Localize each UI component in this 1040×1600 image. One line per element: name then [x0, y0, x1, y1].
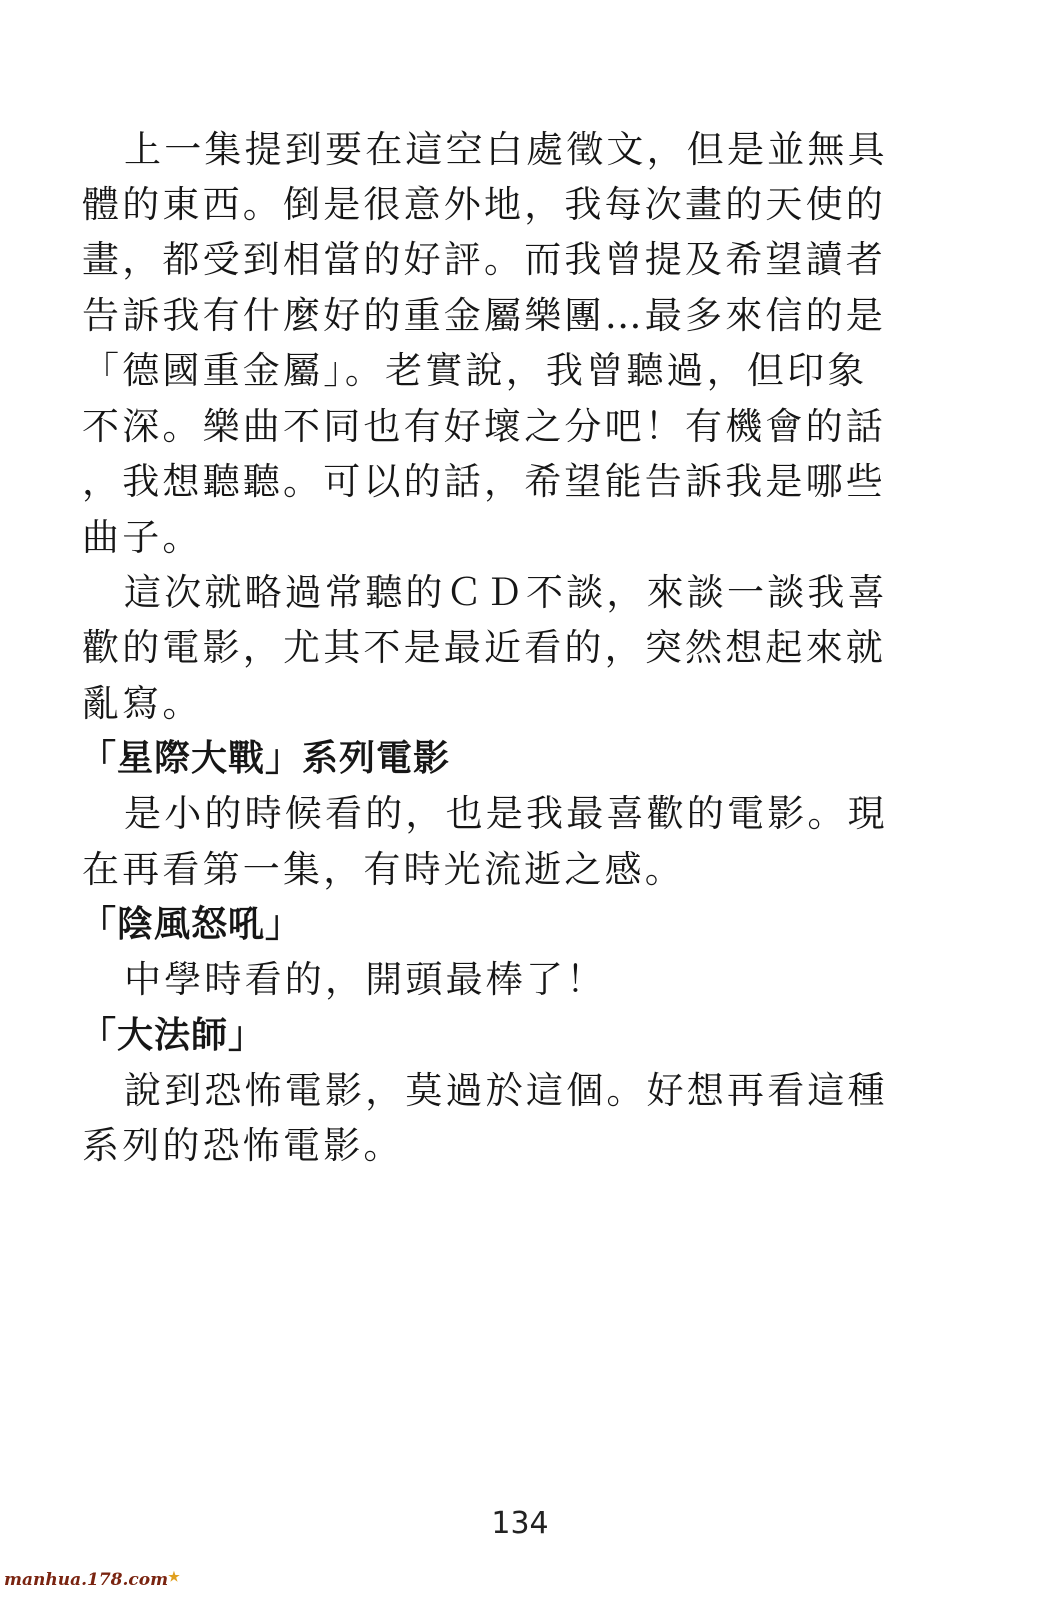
site-watermark [4, 1570, 180, 1590]
text-line: 是小的時候看的，也是我最喜歡的電影。現 [124, 792, 888, 835]
text-line: 亂寫。 [82, 682, 203, 725]
star-icon: ★ [168, 1570, 180, 1585]
watermark-text: manhua.178.com [4, 1570, 169, 1590]
text-line: 體的東西。倒是很意外地，我每次畫的天使的 [82, 183, 886, 226]
movie-title: 「大法師」 [80, 1015, 266, 1056]
text-line: 這次就略過常聽的ＣＤ不談，來談一談我喜 [124, 571, 888, 614]
text-line: 在再看第一集，有時光流逝之感。 [82, 848, 685, 891]
text-line: 上一集提到要在這空白處徵文，但是並無具 [124, 128, 888, 171]
movie-title: 「星際大戰」系列電影 [80, 738, 451, 779]
text-line: 系列的恐怖電影。 [82, 1124, 404, 1167]
text-line: 曲子。 [82, 516, 203, 559]
text-line: 歡的電影，尤其不是最近看的，突然想起來就 [82, 626, 886, 669]
text-line: 告訴我有什麼好的重金屬樂團…最多來信的是 [82, 294, 886, 337]
movie-title: 「陰風怒吼」 [80, 904, 303, 945]
text-line: 不深。樂曲不同也有好壞之分吧！有機會的話 [82, 405, 886, 448]
text-line: ，我想聽聽。可以的話，希望能告訴我是哪些 [82, 460, 886, 503]
text-line: 「德國重金屬」。老實說，我曾聽過，但印象 [82, 349, 868, 392]
text-line: 說到恐怖電影，莫過於這個。好想再看這種 [124, 1069, 888, 1112]
text-line: 中學時看的，開頭最棒了！ [124, 958, 607, 1001]
text-line: 畫，都受到相當的好評。而我曾提及希望讀者 [82, 238, 886, 281]
page-number: 134 [491, 1506, 549, 1541]
